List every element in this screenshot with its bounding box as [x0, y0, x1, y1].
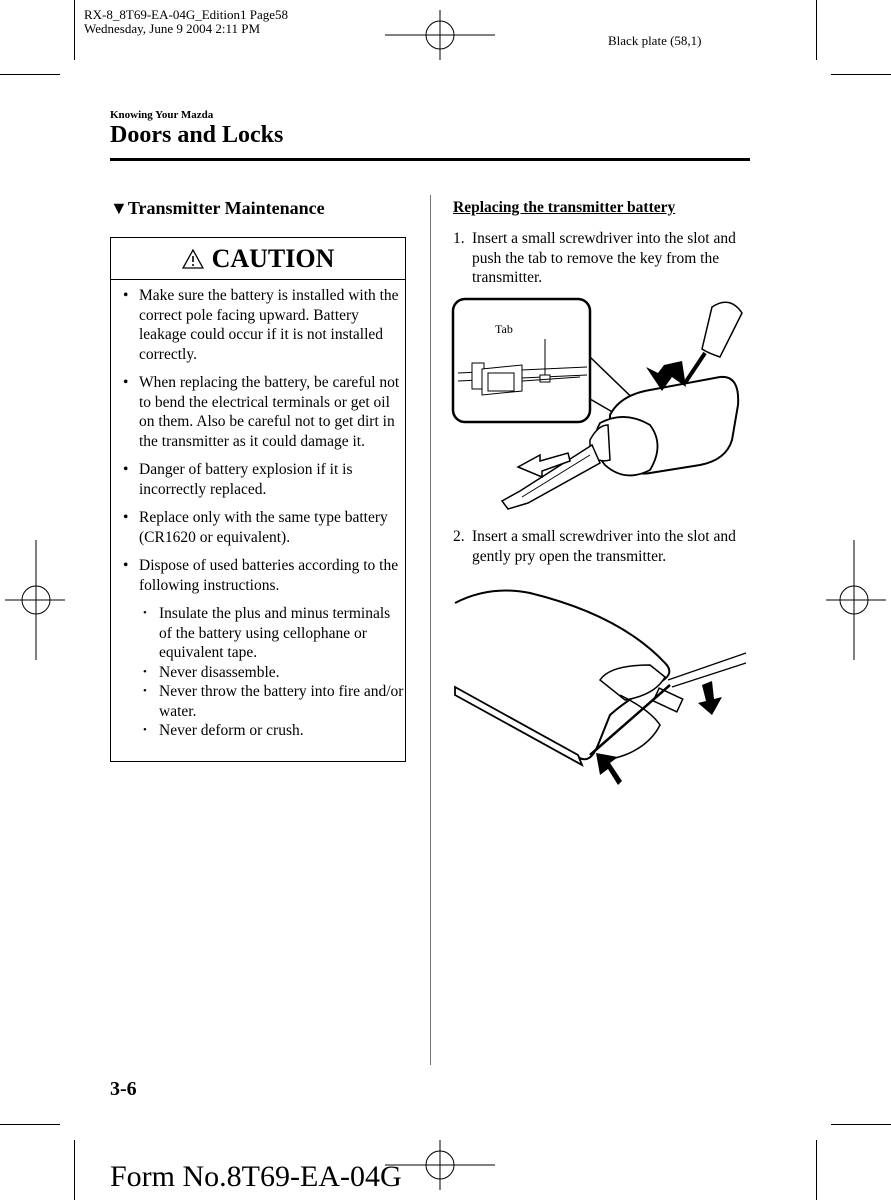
warning-triangle-icon — [182, 249, 204, 269]
page-title: Doors and Locks — [110, 122, 284, 148]
crop-mark — [74, 1140, 75, 1200]
caution-item: • Make sure the battery is installed with the correct pole facing upward. Battery leakage could occur if it is not installed correctly. — [123, 286, 405, 364]
header-rule — [110, 158, 750, 161]
caution-item: • When replacing the battery, be careful not to bend the electrical terminals or get oil on them. Also be careful not to get dirt in the transmitter as it could damage it. — [123, 373, 405, 451]
caution-item: • Danger of battery explosion if it is incorrectly replaced. — [123, 460, 405, 499]
section-heading — [110, 198, 325, 219]
crop-mark — [831, 1124, 891, 1125]
caution-header — [111, 238, 405, 280]
disposal-item: • Never throw the battery into fire and/or water. — [143, 682, 405, 721]
registration-mark-right — [821, 540, 891, 660]
step-number: 2. — [453, 528, 465, 545]
step-2 — [453, 527, 753, 569]
crop-mark — [0, 1124, 60, 1125]
registration-mark-left — [0, 540, 70, 660]
crop-mark — [74, 0, 75, 60]
page-number: 3-6 — [110, 1078, 137, 1100]
disposal-item: • Never deform or crush. — [143, 721, 405, 741]
crop-mark — [831, 74, 891, 75]
caution-item-dispose — [123, 556, 405, 741]
caution-title: CAUTION — [211, 243, 335, 273]
figure-pry-open — [450, 585, 750, 790]
plate-label: Black plate (58,1) — [608, 33, 702, 48]
step-1 — [453, 229, 753, 289]
step-number: 1. — [453, 230, 465, 247]
caution-item-text: Dispose of used batteries according to the following instructions. — [139, 557, 399, 594]
column-divider — [430, 195, 431, 1065]
crop-mark — [816, 0, 817, 60]
crop-mark — [816, 1140, 817, 1200]
heading-marker-icon: ▼ — [110, 198, 128, 218]
section-kicker: Knowing Your Mazda — [110, 109, 214, 121]
print-header-date: Wednesday, June 9 2004 2:11 PM — [84, 21, 261, 36]
section-heading-text: Transmitter Maintenance — [127, 198, 325, 218]
disposal-item: • Insulate the plus and minus terminals of the battery using cellophane or equivalent tape. — [143, 604, 405, 663]
form-number: Form No.8T69-EA-04G — [110, 1160, 402, 1193]
caution-list — [123, 286, 405, 750]
registration-mark-top — [380, 5, 500, 65]
disposal-sublist — [143, 604, 405, 741]
disposal-item: • Never disassemble. — [143, 663, 405, 683]
caution-box — [110, 237, 406, 762]
print-header-file: RX-8_8T69-EA-04G_Edition1 Page58 — [84, 7, 289, 22]
step-text: Insert a small screwdriver into the slot and push the tab to remove the key from the transmitter. — [472, 230, 736, 286]
caution-item: • Replace only with the same type battery (CR1620 or equivalent). — [123, 508, 405, 547]
step-text: Insert a small screwdriver into the slot and gently pry open the transmitter. — [472, 528, 736, 565]
crop-mark — [0, 74, 60, 75]
subsection-heading: Replacing the transmitter battery — [453, 199, 676, 216]
figure-label-tab: Tab — [495, 322, 513, 336]
